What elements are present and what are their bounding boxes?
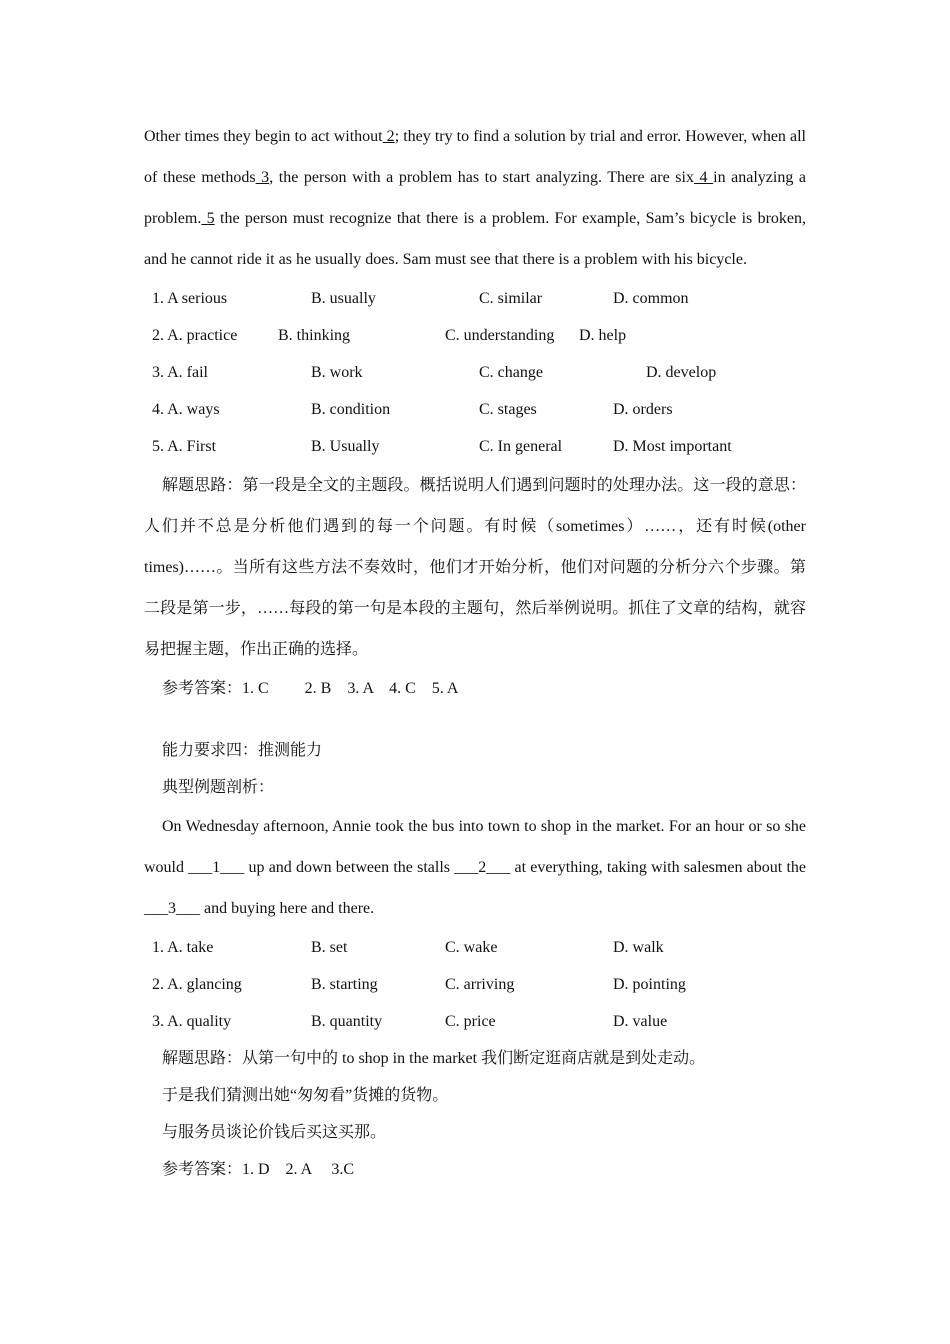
blank-4: 4 [693,169,714,186]
question-row [144,354,806,391]
option-c: C. similar [479,290,543,307]
section-title: 能力要求四：推测能力 [162,742,323,759]
question-row [144,317,806,354]
option-c: C. In general [479,438,563,455]
option-d: D. walk [613,939,664,956]
option-c: C. understanding [445,327,555,344]
option-a: 2. A. practice [152,327,238,344]
analysis-2-line: 于是我们猜测出她“匆匆看”货摊的货物。 [162,1087,449,1104]
option-a: 2. A. glancing [152,976,242,993]
passage-text: ; they try to find a solution by trial and error. However, when all of these methods [144,128,806,186]
option-b: B. quantity [311,1013,383,1030]
question-row [144,929,806,966]
analysis-2-line: 与服务员谈论价钱后买这买那。 [162,1124,387,1141]
answer-1: 参考答案：1. C 2. B 3. A 4. C 5. A [162,680,459,697]
option-b: B. Usually [311,438,380,455]
option-b: B. thinking [278,327,351,344]
passage-2: On Wednesday afternoon, Annie took the bus into town to shop in the market. For an hour or so she would ___1___ up and down between the stalls ___2___ at everything, taking with salesmen about the ___3___ and buying here and there. [144,818,806,917]
option-d: D. pointing [613,976,686,993]
option-b: B. set [311,939,348,956]
option-b: B. starting [311,976,378,993]
blank-3: 3 [255,169,270,186]
passage-text: in analyzing a problem. [144,169,807,227]
option-b: B. condition [311,401,391,418]
option-d: D. value [613,1013,668,1030]
option-c: C. wake [445,939,498,956]
question-options-1 [144,280,806,465]
option-a: 3. A. quality [152,1013,232,1030]
option-d: D. common [613,290,689,307]
analysis-1: 解题思路：第一段是全文的主题段。概括说明人们遇到问题时的处理办法。这一段的意思：人们并不总是分析他们遇到的每一个问题。有时候（sometimes）……，还有时候(other times)……。当所有这些方法不奏效时，他们才开始分析，他们对问题的分析分六个步骤。第二段是第一步，……每段的第一句是本段的主题句，然后举例说明。抓住了文章的结构，就容易把握主题，作出正确的选择。 [144,477,806,658]
option-a: 4. A. ways [152,401,220,418]
option-d: D. Most important [613,438,732,455]
option-a: 1. A. take [152,939,214,956]
option-d: D. help [579,327,627,344]
blank-2: 2 [382,128,395,145]
option-c: C. stages [479,401,537,418]
analysis-2-line: 解题思路：从第一句中的 to shop in the market 我们断定逛商店就是到处走动。 [162,1050,706,1067]
option-c: C. change [479,364,543,381]
option-a: 5. A. First [152,438,217,455]
answer-2: 参考答案：1. D 2. A 3.C [162,1161,355,1178]
option-a: 1. A serious [152,290,228,307]
spacer [144,707,806,732]
option-c: C. price [445,1013,496,1030]
option-b: B. usually [311,290,376,307]
option-d: D. orders [613,401,673,418]
passage-1 [144,116,806,280]
example-title: 典型例题剖析： [162,779,275,796]
question-row [144,428,806,465]
question-row [144,966,806,1003]
question-options-2 [144,929,806,1040]
question-row [144,1003,806,1040]
passage-text: the person must recognize that there is a problem. For example, Sam’s bicycle is broken, and he cannot ride it as he usually does. Sam must see that there is a problem with his bicycle. [144,210,807,268]
option-c: C. arriving [445,976,515,993]
question-row [144,391,806,428]
option-b: B. work [311,364,363,381]
blank-5: 5 [201,210,215,227]
passage-text: Other times they begin to act without [144,128,383,145]
option-a: 3. A. fail [152,364,208,381]
passage-text: , the person with a problem has to start analyzing. There are six [269,169,694,186]
question-row [144,280,806,317]
document-body [144,116,806,1188]
option-d: D. develop [646,364,717,381]
